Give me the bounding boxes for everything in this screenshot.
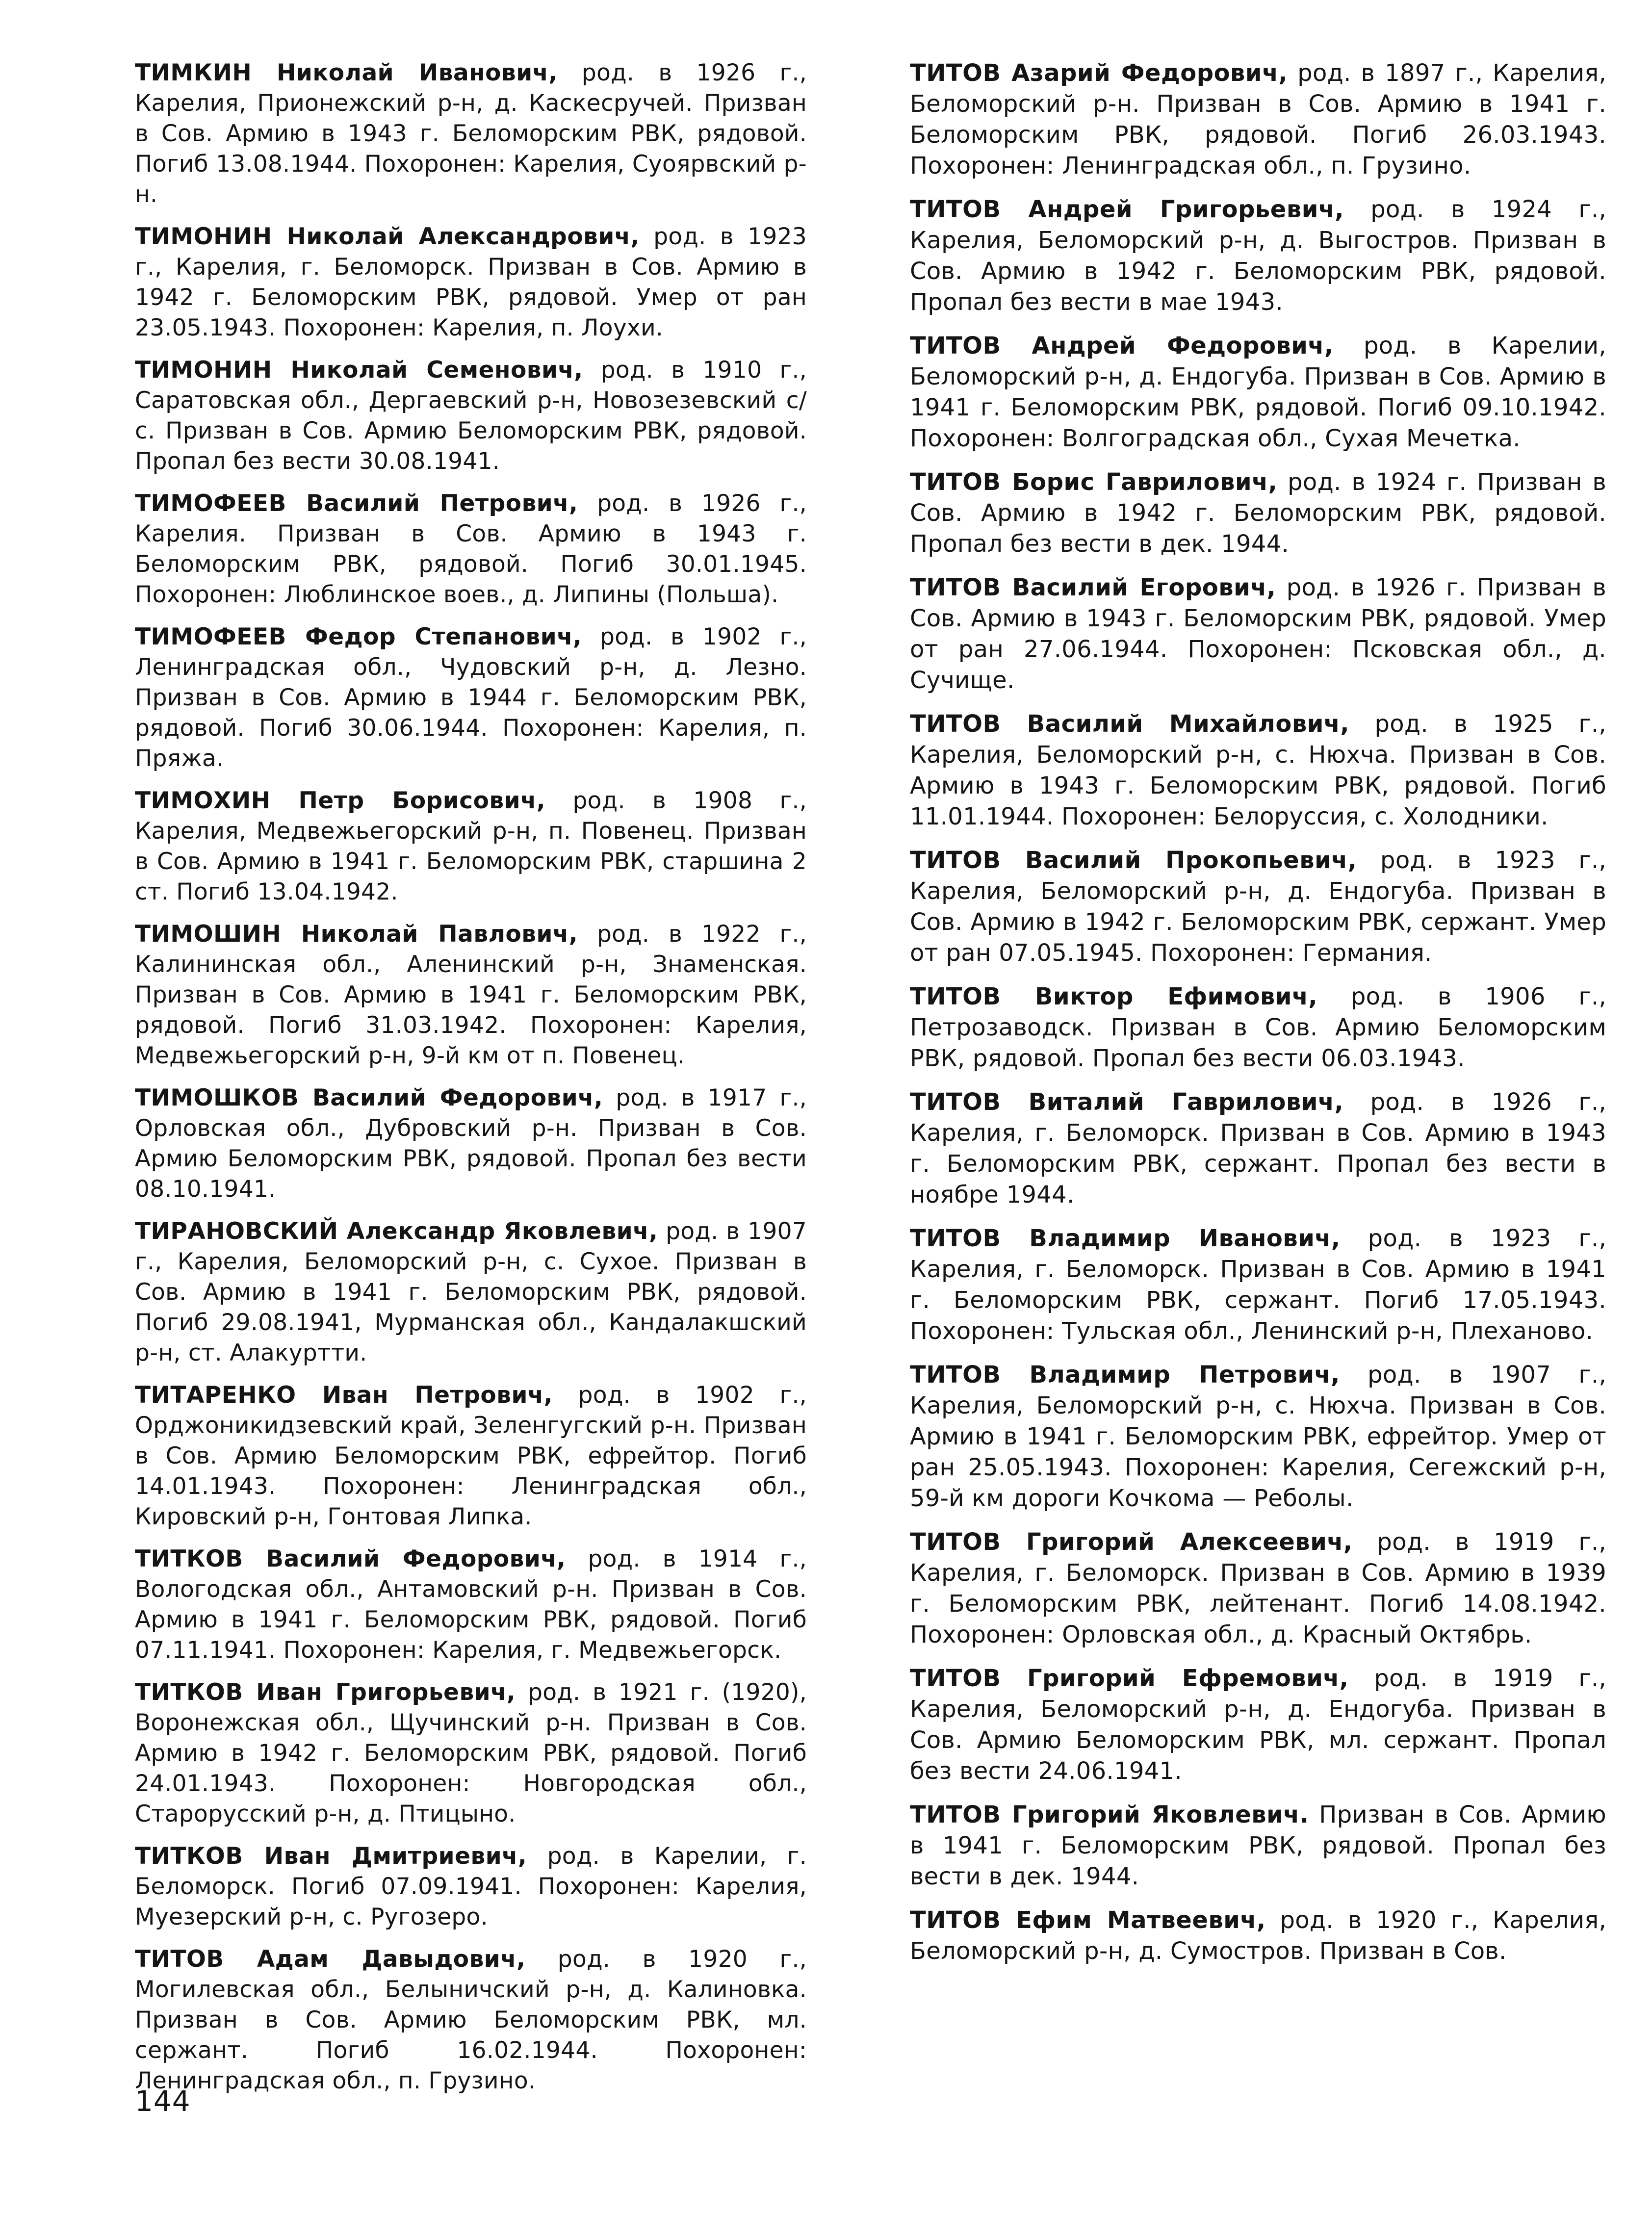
entry-name: ТИМОНИН Николай Семенович, <box>135 357 583 384</box>
entry <box>910 1527 1606 1650</box>
entry-name: ТИТОВ Андрей Федорович, <box>910 332 1334 360</box>
entry-text: род. в 1923 г., Карелия, г. Беломорск. Призван в Сов. Армию в 1942 г. Беломорским РВК, рядовой. Умер от ран 23.05.1943. Похоронен: Карелия, п. Лоухи. <box>135 223 807 341</box>
entry-text: род. в 1910 г., Саратовская обл., Дергаевский р-н, Новозезевский с/с. Призван в Сов. Армию Беломорским РВК, рядовой. Пропал без вести 30.08.1941. <box>135 357 807 475</box>
entry-name: ТИТОВ Виктор Ефимович, <box>910 983 1318 1010</box>
entry <box>910 709 1606 832</box>
entry-name: ТИТКОВ Иван Дмитриевич, <box>135 1843 527 1870</box>
entry <box>135 1380 807 1532</box>
entry-name: ТИТОВ Азарий Федорович, <box>910 59 1288 87</box>
entry-name: ТИМОФЕЕВ Василий Петрович, <box>135 490 578 517</box>
entry <box>135 222 807 343</box>
entry-name: ТИМОФЕЕВ Федор Степанович, <box>135 623 582 650</box>
entry-text: род. в 1906 г., Петрозаводск. Призван в Сов. Армию Беломорским РВК, рядовой. Пропал без вести 06.03.1943. <box>910 983 1607 1072</box>
entry <box>910 1800 1606 1892</box>
entry <box>135 1677 807 1829</box>
entry-name: ТИТОВ Виталий Гаврилович, <box>910 1088 1344 1116</box>
entry <box>910 572 1606 696</box>
entry-name: ТИМКИН Николай Иванович, <box>135 59 558 86</box>
right-column <box>910 58 1606 1980</box>
entry-text: род. в 1897 г., Карелия, Беломорский р-н. Призван в Сов. Армию в 1941 г. Беломорским РВК, рядовой. Погиб 26.03.1943. Похоронен: Ленинградская обл., п. Грузино. <box>910 59 1607 180</box>
entry-name: ТИТОВ Василий Прокопьевич, <box>910 847 1357 874</box>
entry <box>910 467 1606 560</box>
entry-name: ТИТОВ Андрей Григорьевич, <box>910 196 1344 223</box>
entry <box>910 331 1606 454</box>
entry-text: род. в 1917 г., Орловская обл., Дубровский р-н. Призван в Сов. Армию Беломорским РВК, рядовой. Пропал без вести 08.10.1941. <box>135 1084 807 1203</box>
entry <box>135 489 807 610</box>
entry-name: ТИМОШКОВ Василий Федорович, <box>135 1084 603 1111</box>
entry <box>910 1905 1606 1967</box>
entry <box>910 1360 1606 1514</box>
entry-text: род. в 1926 г., Карелия, Прионежский р-н, д. Каскесручей. Призван в Сов. Армию в 1943 г. Беломорским РВК, рядовой. Погиб 13.08.1944. Похоронен: Карелия, Суоярвский р-н. <box>135 59 807 208</box>
entry-text: род. в 1902 г., Ленинградская обл., Чудовский р-н, д. Лезно. Призван в Сов. Армию в 1944 г. Беломорским РВК, рядовой. Погиб 30.06.1944. Похоронен: Карелия, п. Пряжа. <box>135 623 807 772</box>
entry-text: Призван в Сов. Армию в 1941 г. Беломорским РВК, рядовой. Пропал без вести в дек. 1944. <box>910 1801 1606 1890</box>
entry <box>910 1223 1606 1347</box>
entry-name: ТИТОВ Григорий Ефремович, <box>910 1665 1349 1692</box>
entry-text: род. в Карелии, г. Беломорск. Погиб 07.09.1941. Похоронен: Карелия, Муезерский р-н, с. Ругозеро. <box>135 1843 807 1930</box>
entry <box>135 919 807 1071</box>
entry-text: род. в 1923 г., Карелия, Беломорский р-н, д. Ендогуба. Призван в Сов. Армию в 1942 г. Беломорским РВК, сержант. Умер от ран 07.05.1945. Похоронен: Германия. <box>910 847 1606 967</box>
entry-text: род. в 1920 г., Карелия, Беломорский р-н, д. Сумостров. Призван в Сов. <box>910 1906 1607 1965</box>
entry-name: ТИТОВ Ефим Матвеевич, <box>910 1906 1266 1934</box>
entry <box>910 58 1606 181</box>
entry-text: род. в Карелии, Беломорский р-н, д. Ендогуба. Призван в Сов. Армию в 1941 г. Беломорским РВК, рядовой. Погиб 09.10.1942. Похоронен: Волгоградская обл., Сухая Мечетка. <box>910 332 1606 452</box>
entry-name: ТИТКОВ Василий Федорович, <box>135 1545 566 1572</box>
entry <box>910 1663 1606 1787</box>
entry <box>135 1216 807 1368</box>
entry-name: ТИМОХИН Петр Борисович, <box>135 787 546 814</box>
entry-name: ТИТОВ Василий Егорович, <box>910 574 1276 601</box>
entry-text: род. в 1914 г., Вологодская обл., Антамовский р-н. Призван в Сов. Армию в 1941 г. Беломорским РВК, рядовой. Погиб 07.11.1941. Похоронен: Карелия, г. Медвежьегорск. <box>135 1545 807 1664</box>
entry-text: род. в 1924 г. Призван в Сов. Армию в 1942 г. Беломорским РВК, рядовой. Пропал без вести в дек. 1944. <box>910 468 1606 558</box>
entry-name: ТИМОНИН Николай Александрович, <box>135 223 640 250</box>
page-number: 144 <box>135 2084 191 2118</box>
entry <box>135 58 807 210</box>
entry-text: род. в 1926 г., Карелия. Призван в Сов. Армию в 1943 г. Беломорским РВК, рядовой. Погиб 30.01.1945. Похоронен: Люблинское воев., д. Липины (Польша). <box>135 490 807 608</box>
entry <box>135 1944 807 2096</box>
entry-text: род. в 1925 г., Карелия, Беломорский р-н, с. Нюхча. Призван в Сов. Армию в 1943 г. Беломорским РВК, рядовой. Погиб 11.01.1944. Похоронен: Белоруссия, с. Холодники. <box>910 710 1606 830</box>
entry-text: род. в 1907 г., Карелия, Беломорский р-н, с. Нюхча. Призван в Сов. Армию в 1941 г. Беломорским РВК, ефрейтор. Умер от ран 25.05.1943. Похоронен: Карелия, Сегежский р-н, 59-й км дороги Кочкома — Реболы. <box>910 1361 1607 1512</box>
entry <box>135 1841 807 1932</box>
entry <box>135 786 807 907</box>
entry-text: род. в 1908 г., Карелия, Медвежьегорский р-н, п. Повенец. Призван в Сов. Армию в 1941 г. Беломорским РВК, старшина 2 ст. Погиб 13.04.1942. <box>135 787 807 905</box>
entry-name: ТИТОВ Адам Давыдович, <box>135 1946 526 1973</box>
entry <box>135 622 807 774</box>
entry <box>910 981 1606 1074</box>
entry-name: ТИТОВ Борис Гаврилович, <box>910 468 1278 496</box>
entry-name: ТИРАНОВСКИЙ Александр Яковлевич, <box>135 1218 658 1245</box>
entry-name: ТИТОВ Василий Михайлович, <box>910 710 1350 738</box>
entry-text: род. в 1923 г., Карелия, г. Беломорск. Призван в Сов. Армию в 1941 г. Беломорским РВК, сержант. Погиб 17.05.1943. Похоронен: Тульская обл., Ленинский р-н, Плеханово. <box>910 1225 1607 1345</box>
entry <box>135 1544 807 1666</box>
entry <box>135 355 807 477</box>
entry-text: род. в 1921 г. (1920), Воронежская обл., Щучинский р-н. Призван в Сов. Армию в 1942 г. Беломорским РВК, рядовой. Погиб 24.01.1943. Похоронен: Новгородская обл., Старорусский р-н, д. Птицыно. <box>135 1679 807 1827</box>
entry-text: род. в 1920 г., Могилевская обл., Белыничский р-н, д. Калиновка. Призван в Сов. Армию Беломорским РВК, мл. сержант. Погиб 16.02.1944. Похоронен: Ленинградская обл., п. Грузино. <box>135 1946 807 2094</box>
entry-name: ТИТОВ Григорий Яковлевич. <box>910 1801 1309 1828</box>
entry <box>910 845 1606 969</box>
left-column <box>135 58 807 2108</box>
entry-name: ТИМОШИН Николай Павлович, <box>135 921 578 948</box>
entry-text: род. в 1919 г., Карелия, г. Беломорск. Призван в Сов. Армию в 1939 г. Беломорским РВК, лейтенант. Погиб 14.08.1942. Похоронен: Орловская обл., д. Красный Октябрь. <box>910 1528 1606 1648</box>
entry-text: род. в 1902 г., Орджоникидзевский край, Зеленгугский р-н. Призван в Сов. Армию Беломорским РВК, ефрейтор. Погиб 14.01.1943. Похоронен: Ленинградская обл., Кировский р-н, Гонтовая Липка. <box>135 1382 807 1530</box>
entry <box>910 194 1606 318</box>
entry-name: ТИТОВ Владимир Петрович, <box>910 1361 1340 1389</box>
entry <box>910 1087 1606 1210</box>
entry-text: род. в 1907 г., Карелия, Беломорский р-н, с. Сухое. Призван в Сов. Армию в 1941 г. Беломорским РВК, рядовой. Погиб 29.08.1941, Мурманская обл., Кандалакшский р-н, ст. Алакуртти. <box>135 1218 807 1366</box>
entry-text: род. в 1926 г. Призван в Сов. Армию в 1943 г. Беломорским РВК, рядовой. Умер от ран 27.06.1944. Похоронен: Псковская обл., д. Сучище. <box>910 574 1607 694</box>
entry <box>135 1083 807 1205</box>
entry-name: ТИТКОВ Иван Григорьевич, <box>135 1679 516 1706</box>
entry-text: род. в 1926 г., Карелия, г. Беломорск. Призван в Сов. Армию в 1943 г. Беломорским РВК, сержант. Пропал без вести в ноябре 1944. <box>910 1088 1606 1209</box>
entry-name: ТИТАРЕНКО Иван Петрович, <box>135 1382 553 1409</box>
entry-name: ТИТОВ Владимир Иванович, <box>910 1225 1341 1252</box>
entry-text: род. в 1924 г., Карелия, Беломорский р-н, д. Выгостров. Призван в Сов. Армию в 1942 г. Беломорским РВК, рядовой. Пропал без вести в мае 1943. <box>910 196 1607 316</box>
entry-name: ТИТОВ Григорий Алексеевич, <box>910 1528 1353 1556</box>
entry-text: род. в 1922 г., Калининская обл., Аленинский р-н, Знаменская. Призван в Сов. Армию в 1941 г. Беломорским РВК, рядовой. Погиб 31.03.1942. Похоронен: Карелия, Медвежьегорский р-н, 9-й км от п. Повенец. <box>135 921 807 1069</box>
entry-text: род. в 1919 г., Карелия, Беломорский р-н, д. Ендогуба. Призван в Сов. Армию Беломорским РВК, мл. сержант. Пропал без вести 24.06.1941. <box>910 1665 1606 1785</box>
